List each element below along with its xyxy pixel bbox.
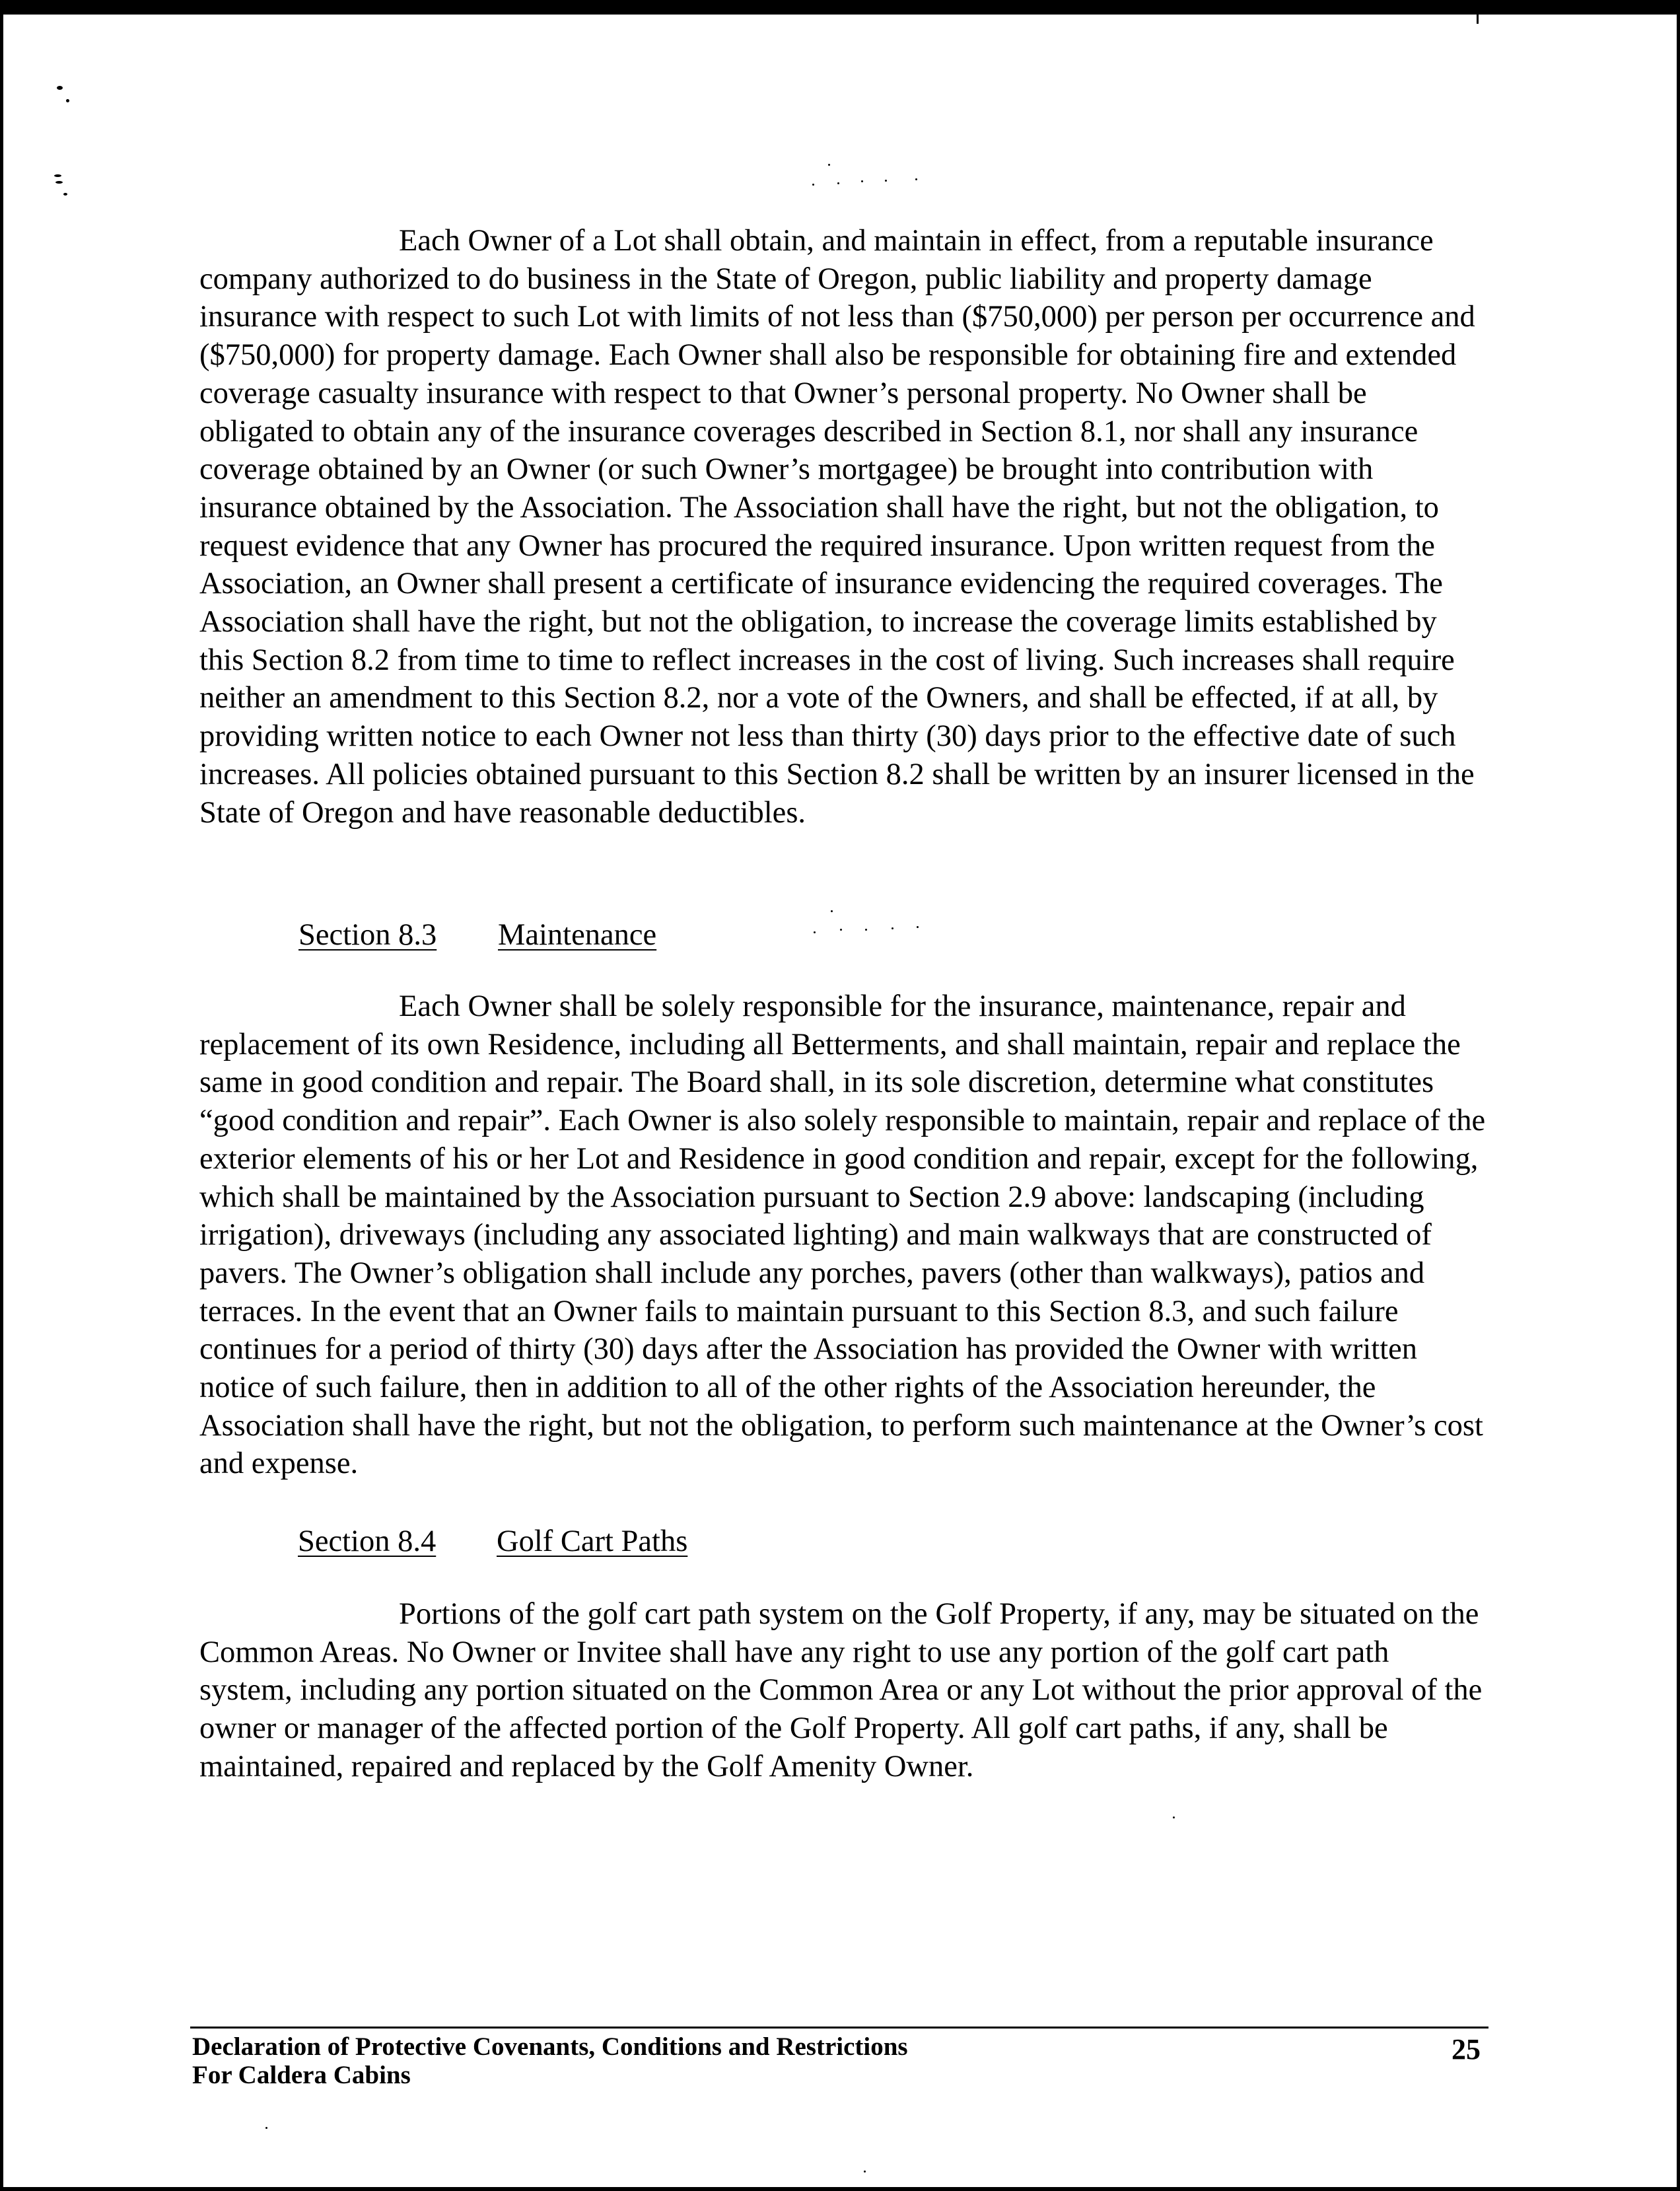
- scan-speck: [837, 182, 839, 184]
- scan-speck: [57, 86, 63, 90]
- golf-cart-paths-paragraph: [199, 1595, 1488, 1786]
- footer-divider: [190, 2027, 1488, 2029]
- scan-speck: [917, 926, 919, 928]
- scan-speck: [66, 99, 69, 102]
- scan-bottom-border: [0, 2187, 1680, 2191]
- section-8-3-title-text: Maintenance: [498, 918, 657, 952]
- scan-speck: [814, 931, 816, 933]
- page-number: 25: [1452, 2033, 1481, 2065]
- insurance-paragraph: [199, 222, 1488, 832]
- maintenance-paragraph-text: Each Owner shall be solely responsible for the insurance, maintenance, repair and replacement of its own Residence, including all Betterments, and shall maintain, repair and replace the same in good condition and repair. The Board shall, in its sole discretion, determine what constitutes “good condition and repair”. Each Owner is also solely responsible to maintain, repair and replace of the exterior elements of his or her Lot and Residence in good condition and repair, except for the following, which shall be maintained by the Association pursuant to Section 2.9 above: landscaping (including irrigation), driveways (including any associated lighting) and main walkways that are constructed of pavers. The Owner’s obligation shall include any porches, pavers (other than walkways), patios and terraces. In the event that an Owner fails to maintain pursuant to this Section 8.3, and such failure continues for a period of thirty (30) days after the Association has provided the Owner with written notice of such failure, then in addition to all of the other rights of the Association hereunder, the Association shall have the right, but not the obligation, to perform such maintenance at the Owner’s cost and expense.: [199, 989, 1486, 1481]
- scan-right-border: [1677, 0, 1680, 2191]
- section-8-3-number: [298, 916, 437, 954]
- footer-title-line-1: Declaration of Protective Covenants, Conditions and Restrictions: [192, 2032, 908, 2061]
- scan-top-border: [0, 0, 1680, 15]
- section-8-4-title-text: Golf Cart Paths: [497, 1525, 688, 1558]
- section-8-3-title: [498, 916, 656, 954]
- scan-speck: [1173, 1816, 1175, 1818]
- section-8-4-title: [497, 1523, 687, 1560]
- scan-speck: [55, 181, 63, 184]
- golf-cart-paths-paragraph-text: Portions of the golf cart path system on the Golf Property, if any, may be situated on the Common Areas. No Owner or Invitee shall have any right to use any portion of the golf cart path system, including any portion situated on the Common Area or any Lot without the prior approval of the owner or manager of the affected portion of the Golf Property. All golf cart paths, if any, shall be maintained, repaired and replaced by the Golf Amenity Owner.: [199, 1597, 1483, 1783]
- scan-speck: [812, 184, 814, 186]
- scan-speck: [828, 164, 830, 166]
- scan-speck: [840, 929, 842, 931]
- section-8-4-number: [298, 1523, 436, 1560]
- footer-title-line-2: For Caldera Cabins: [192, 2061, 411, 2089]
- scan-speck: [831, 910, 833, 912]
- scan-speck: [63, 193, 67, 196]
- scan-speck: [885, 180, 887, 182]
- scan-border-tick: [1477, 0, 1479, 24]
- scan-speck: [865, 929, 867, 931]
- scan-left-border: [0, 0, 3, 2191]
- scan-speck: [861, 180, 863, 182]
- scan-speck: [864, 2171, 866, 2173]
- scan-speck: [915, 178, 917, 180]
- scan-speck: [265, 2127, 267, 2129]
- section-8-3-number-text: Section 8.3: [298, 918, 437, 952]
- insurance-paragraph-text: Each Owner of a Lot shall obtain, and maintain in effect, from a reputable insurance company authorized to do business in the State of Oregon, public liability and property damage insurance with respect to such Lot with limits of not less than ($750,000) per person per occurrence and ($750,000) for property damage. Each Owner shall also be responsible for obtaining fire and extended coverage casualty insurance with respect to that Owner’s personal property. No Owner shall be obligated to obtain any of the insurance coverages described in Section 8.1, nor shall any insurance coverage obtained by an Owner (or such Owner’s mortgagee) be brought into contribution with insurance obtained by the Association. The Association shall have the right, but not the obligation, to request evidence that any Owner has procured the required insurance. Upon written request from the Association, an Owner shall present a certificate of insurance evidencing the required coverages. The Association shall have the right, but not the obligation, to increase the coverage limits established by this Section 8.2 from time to time to reflect increases in the cost of living. Such increases shall require neither an amendment to this Section 8.2, nor a vote of the Owners, and shall be effected, if at all, by providing written notice to each Owner not less than thirty (30) days prior to the effective date of such increases. All policies obtained pursuant to this Section 8.2 shall be written by an insurer licensed in the State of Oregon and have reasonable deductibles.: [199, 224, 1475, 830]
- maintenance-paragraph: [199, 988, 1488, 1483]
- scan-speck: [892, 927, 893, 929]
- scan-speck: [54, 174, 61, 177]
- footer-document-title: [192, 2032, 908, 2089]
- section-8-4-number-text: Section 8.4: [298, 1525, 437, 1558]
